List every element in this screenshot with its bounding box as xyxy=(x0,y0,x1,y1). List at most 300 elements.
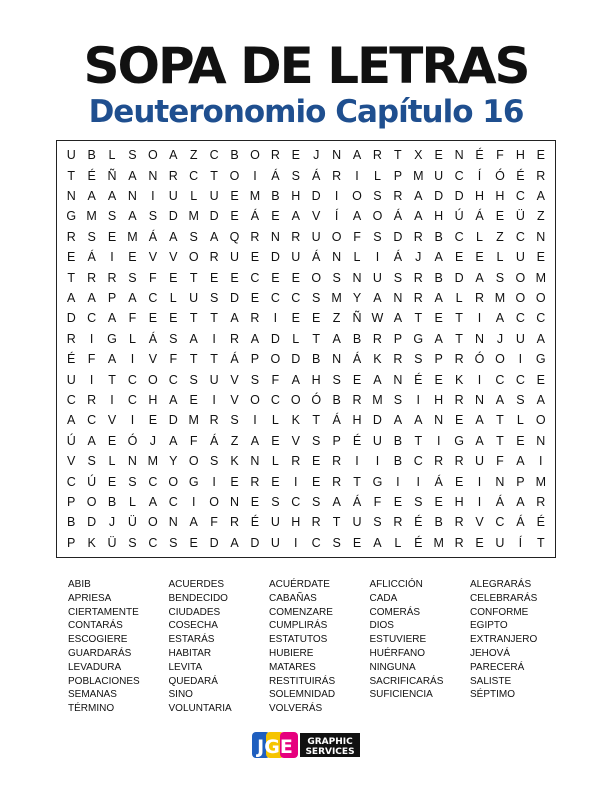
grid-letter: U xyxy=(291,250,301,265)
grid-letter: S xyxy=(393,392,403,407)
grid-letter: E xyxy=(230,270,239,285)
grid-letter: C xyxy=(311,535,321,550)
grid-letter: P xyxy=(67,494,76,509)
grid-letter: F xyxy=(169,352,178,367)
grid-letter: L xyxy=(190,188,198,203)
grid-letter: L xyxy=(128,331,136,346)
grid-letter: C xyxy=(413,454,423,469)
word-list-item: VOLUNTARIA xyxy=(168,703,232,715)
grid-letter: L xyxy=(108,148,116,163)
grid-letter: R xyxy=(250,474,260,489)
grid-letter: A xyxy=(373,290,382,305)
grid-letter: Í xyxy=(477,168,482,183)
grid-letter: O xyxy=(535,413,546,428)
grid-letter: D xyxy=(209,535,219,550)
grid-letter: I xyxy=(416,474,421,489)
grid-letter: N xyxy=(536,229,546,244)
grid-letter: E xyxy=(536,250,545,265)
word-list-item: LEVITA xyxy=(168,661,203,673)
grid-letter: E xyxy=(434,494,443,509)
grid-letter: M xyxy=(188,413,199,428)
grid-letter: Z xyxy=(496,229,504,244)
grid-letter: Á xyxy=(271,168,280,183)
grid-letter: A xyxy=(107,352,117,367)
grid-letter: R xyxy=(393,188,403,203)
grid-letter: L xyxy=(271,454,279,469)
grid-letter: D xyxy=(230,290,240,305)
grid-letter: R xyxy=(332,454,342,469)
grid-letter: S xyxy=(87,454,96,469)
grid-letter: U xyxy=(434,168,444,183)
grid-letter: V xyxy=(475,515,484,530)
grid-letter: E xyxy=(128,250,137,265)
grid-letter: A xyxy=(189,515,198,530)
grid-letter: F xyxy=(189,433,198,448)
grid-letter: S xyxy=(373,229,382,244)
grid-letter: E xyxy=(169,311,178,326)
grid-letter: Ü xyxy=(107,535,117,550)
grid-letter: E xyxy=(495,209,505,224)
word-list-item: TÉRMINO xyxy=(68,703,115,715)
grid-letter: A xyxy=(291,372,300,387)
grid-letter: B xyxy=(107,494,117,509)
grid-letter: T xyxy=(496,413,504,428)
grid-letter: A xyxy=(434,331,443,346)
grid-letter: T xyxy=(455,311,463,326)
grid-letter: A xyxy=(434,290,443,305)
grid-letter: F xyxy=(353,229,361,244)
grid-letter: U xyxy=(66,148,76,163)
grid-letter: C xyxy=(250,270,260,285)
grid-letter: D xyxy=(372,413,382,428)
grid-letter: U xyxy=(311,229,321,244)
grid-letter: I xyxy=(477,311,482,326)
word-list-item: PARECERÁ xyxy=(470,661,525,673)
grid-letter: F xyxy=(210,515,218,530)
grid-letter: G xyxy=(454,433,464,448)
grid-letter: V xyxy=(312,209,321,224)
word-list-item: POBLACIONES xyxy=(68,675,140,687)
grid-letter: E xyxy=(107,229,117,244)
grid-letter: É xyxy=(536,515,545,530)
grid-letter: X xyxy=(414,148,423,163)
grid-letter: I xyxy=(355,454,359,469)
grid-letter: V xyxy=(230,372,239,387)
grid-letter: U xyxy=(189,290,199,305)
grid-letter: A xyxy=(67,290,76,305)
grid-letter: S xyxy=(128,148,137,163)
grid-letter: M xyxy=(494,290,506,305)
word-list-item: CUMPLIRÁS xyxy=(269,620,328,632)
grid-letter: Ó xyxy=(495,168,505,183)
grid-letter: D xyxy=(454,270,464,285)
grid-letter: E xyxy=(475,250,484,265)
grid-letter: Á xyxy=(352,494,362,509)
grid-letter: Í xyxy=(334,209,339,224)
grid-letter: E xyxy=(291,270,300,285)
grid-letter: E xyxy=(148,311,158,326)
grid-letter: I xyxy=(212,392,216,407)
grid-letter: I xyxy=(110,250,114,265)
grid-letter: E xyxy=(189,392,198,407)
grid-letter: R xyxy=(332,168,342,183)
grid-letter: R xyxy=(311,515,321,530)
grid-letter: A xyxy=(373,535,382,550)
grid-letter: K xyxy=(230,454,239,469)
grid-letter: R xyxy=(168,168,178,183)
grid-letter: K xyxy=(454,372,464,387)
grid-letter: N xyxy=(332,352,342,367)
grid-letter: Z xyxy=(189,148,198,163)
grid-letter: I xyxy=(273,311,278,326)
grid-letter: E xyxy=(250,290,260,305)
word-list-item: ESTUVIERE xyxy=(369,634,427,646)
grid-letter: V xyxy=(107,413,117,428)
grid-letter: T xyxy=(536,535,545,550)
word-list-item: ACUÉRDATE xyxy=(269,579,330,590)
grid-letter: O xyxy=(209,494,219,509)
grid-letter: C xyxy=(515,311,525,326)
grid-letter: T xyxy=(496,433,504,448)
grid-letter: B xyxy=(87,148,96,163)
grid-letter: C xyxy=(148,474,158,489)
grid-letter: R xyxy=(372,148,382,163)
grid-letter: R xyxy=(454,392,464,407)
grid-letter: Á xyxy=(393,250,403,265)
grid-letter: A xyxy=(393,311,403,326)
grid-letter: E xyxy=(271,474,280,489)
grid-letter: E xyxy=(352,535,362,550)
grid-letter: Á xyxy=(516,515,525,530)
grid-letter: F xyxy=(128,311,137,326)
grid-letter: A xyxy=(373,372,382,387)
grid-letter: I xyxy=(89,331,94,346)
grid-letter: N xyxy=(168,515,178,530)
word-list-item: EGIPTO xyxy=(470,620,508,632)
grid-letter: N xyxy=(475,392,485,407)
grid-letter: H xyxy=(352,413,362,428)
word-list-item: SÉPTIMO xyxy=(470,689,516,701)
grid-letter: D xyxy=(250,535,260,550)
grid-letter: B xyxy=(67,515,76,530)
grid-letter: J xyxy=(415,250,422,265)
grid-letter: Á xyxy=(352,352,362,367)
grid-letter: E xyxy=(393,494,403,509)
grid-letter: P xyxy=(250,352,260,367)
grid-letter: B xyxy=(434,515,443,530)
word-list-item: JEHOVÁ xyxy=(470,647,511,659)
grid-letter: N xyxy=(393,372,403,387)
grid-letter: I xyxy=(110,392,114,407)
grid-letter: A xyxy=(128,209,137,224)
grid-letter: H xyxy=(148,392,158,407)
grid-letter: E xyxy=(516,433,525,448)
grid-letter: Ó xyxy=(474,352,485,367)
word-list-item: RESTITUIRÁS xyxy=(269,675,336,687)
grid-letter: C xyxy=(66,392,76,407)
grid-letter: H xyxy=(291,515,301,530)
grid-letter: M xyxy=(188,209,199,224)
grid-letter: E xyxy=(536,148,545,163)
grid-letter: B xyxy=(332,392,341,407)
word-list-item: SALISTE xyxy=(470,675,512,687)
grid-letter: A xyxy=(393,413,403,428)
grid-letter: C xyxy=(495,372,505,387)
grid-letter: I xyxy=(253,413,257,428)
grid-letter: T xyxy=(67,270,76,285)
grid-letter: A xyxy=(332,494,341,509)
grid-letter: Á xyxy=(495,494,505,509)
grid-letter: R xyxy=(332,474,342,489)
grid-letter: N xyxy=(495,474,505,489)
grid-letter: B xyxy=(434,229,443,244)
word-list-item: COMENZARE xyxy=(269,606,333,618)
grid-letter: T xyxy=(108,372,116,387)
grid-letter: G xyxy=(535,352,546,367)
grid-letter: R xyxy=(434,454,444,469)
grid-letter: Í xyxy=(518,535,523,550)
grid-letter: E xyxy=(230,188,239,203)
grid-letter: R xyxy=(87,392,97,407)
grid-letter: E xyxy=(312,311,321,326)
grid-letter: B xyxy=(352,331,362,346)
grid-letter: F xyxy=(496,454,504,469)
grid-letter: E xyxy=(209,270,219,285)
grid-letter: A xyxy=(332,331,341,346)
grid-letter: E xyxy=(454,250,464,265)
grid-letter: A xyxy=(250,331,260,346)
grid-letter: A xyxy=(516,454,525,469)
grid-letter: O xyxy=(229,168,240,183)
grid-letter: C xyxy=(270,392,280,407)
grid-letter: P xyxy=(107,290,117,305)
grid-letter: C xyxy=(270,290,280,305)
grid-letter: R xyxy=(66,331,76,346)
grid-letter: É xyxy=(352,433,362,448)
grid-letter: I xyxy=(518,352,523,367)
grid-letter: T xyxy=(210,168,218,183)
grid-letter: M xyxy=(535,270,546,285)
grid-letter: E xyxy=(434,311,443,326)
grid-letter: T xyxy=(189,352,198,367)
grid-letter: D xyxy=(270,331,280,346)
grid-letter: L xyxy=(353,250,361,265)
grid-letter: S xyxy=(230,413,239,428)
grid-letter: E xyxy=(434,148,443,163)
grid-letter: G xyxy=(413,331,424,346)
word-list-item: HUÉRFANO xyxy=(369,647,426,659)
grid-letter: L xyxy=(169,290,177,305)
grid-letter: O xyxy=(515,290,526,305)
grid-letter: N xyxy=(148,168,158,183)
grid-letter: T xyxy=(332,515,341,530)
grid-letter: C xyxy=(87,311,97,326)
word-list-item: DIOS xyxy=(369,620,394,632)
grid-letter: A xyxy=(230,311,239,326)
grid-letter: K xyxy=(291,413,300,428)
grid-letter: R xyxy=(66,229,76,244)
grid-letter: D xyxy=(434,188,444,203)
grid-letter: D xyxy=(270,250,280,265)
grid-letter: I xyxy=(396,474,400,489)
grid-letter: C xyxy=(148,535,158,550)
grid-letter: A xyxy=(169,392,178,407)
grid-letter: E xyxy=(312,454,321,469)
word-list-item: VOLVERÁS xyxy=(269,703,323,715)
grid-letter: O xyxy=(250,392,260,407)
grid-letter: A xyxy=(169,229,178,244)
grid-letter: Z xyxy=(230,433,239,448)
grid-letter: U xyxy=(230,250,240,265)
grid-letter: Y xyxy=(169,454,178,469)
grid-letter: O xyxy=(535,290,546,305)
grid-letter: B xyxy=(312,352,321,367)
grid-letter: S xyxy=(332,535,341,550)
grid-letter: I xyxy=(294,535,298,550)
grid-letter: L xyxy=(108,454,116,469)
grid-letter: D xyxy=(454,188,464,203)
grid-letter: S xyxy=(495,270,505,285)
word-list-item: ESCOGIERE xyxy=(68,634,128,646)
grid-letter: R xyxy=(107,270,117,285)
grid-letter: M xyxy=(433,535,444,550)
word-list-item: EXTRANJERO xyxy=(470,634,538,646)
grid-letter: R xyxy=(291,229,301,244)
word-list-item: CADA xyxy=(369,592,398,604)
grid-letter: R xyxy=(536,494,546,509)
grid-letter: G xyxy=(66,209,77,224)
grid-letter: Y xyxy=(352,290,362,305)
grid-letter: A xyxy=(128,168,137,183)
grid-letter: M xyxy=(413,168,424,183)
grid-letter: I xyxy=(212,474,216,489)
grid-letter: I xyxy=(253,168,257,183)
grid-letter: E xyxy=(454,413,464,428)
grid-letter: A xyxy=(475,270,484,285)
grid-letter: C xyxy=(495,515,505,530)
grid-letter: C xyxy=(515,229,525,244)
grid-letter: É xyxy=(67,352,76,367)
grid-letter: J xyxy=(108,515,116,530)
grid-letter: Q xyxy=(229,229,240,244)
grid-letter: E xyxy=(271,433,280,448)
grid-letter: D xyxy=(87,515,97,530)
grid-letter: A xyxy=(536,392,545,407)
logo-bottom-text: SERVICES xyxy=(305,747,355,757)
grid-letter: N xyxy=(66,188,76,203)
grid-letter: O xyxy=(372,209,383,224)
grid-letter: R xyxy=(230,515,240,530)
grid-letter: P xyxy=(393,168,403,183)
grid-letter: T xyxy=(394,148,402,163)
grid-letter: Á xyxy=(312,250,321,265)
grid-letter: P xyxy=(434,352,443,367)
grid-letter: E xyxy=(250,250,260,265)
grid-letter: Á xyxy=(312,168,321,183)
grid-letter: T xyxy=(353,474,361,489)
grid-letter: O xyxy=(290,392,301,407)
grid-letter: S xyxy=(209,454,219,469)
grid-letter: N xyxy=(127,454,137,469)
grid-letter: S xyxy=(332,372,341,387)
grid-letter: M xyxy=(147,454,159,469)
grid-letter: K xyxy=(373,352,382,367)
grid-letter: C xyxy=(209,148,219,163)
grid-letter: E xyxy=(189,535,198,550)
grid-letter: D xyxy=(168,413,178,428)
word-list-item: CABAÑAS xyxy=(269,592,317,604)
grid-letter: O xyxy=(86,494,97,509)
grid-letter: V xyxy=(291,433,300,448)
grid-letter: H xyxy=(434,392,444,407)
grid-letter: S xyxy=(169,331,178,346)
grid-letter: H xyxy=(454,494,464,509)
word-list-item: NINGUNA xyxy=(369,661,416,673)
grid-letter: A xyxy=(475,433,484,448)
grid-letter: O xyxy=(148,515,158,530)
grid-letter: A xyxy=(536,331,545,346)
grid-letter: L xyxy=(292,331,300,346)
grid-letter: Ñ xyxy=(352,311,362,326)
grid-letter: N xyxy=(230,494,240,509)
grid-letter: L xyxy=(271,413,279,428)
grid-letter: E xyxy=(271,209,280,224)
grid-letter: A xyxy=(107,188,117,203)
grid-letter: A xyxy=(475,413,484,428)
grid-letter: C xyxy=(127,372,137,387)
grid-letter: R xyxy=(372,331,382,346)
grid-letter: N xyxy=(536,433,546,448)
grid-letter: I xyxy=(130,352,135,367)
grid-letter: B xyxy=(230,148,239,163)
word-list-item: SINO xyxy=(168,689,193,701)
grid-letter: V xyxy=(67,454,76,469)
grid-letter: M xyxy=(372,392,383,407)
word-list-item: CONFORME xyxy=(470,606,529,618)
grid-letter: Á xyxy=(148,331,158,346)
grid-letter: O xyxy=(250,148,260,163)
grid-letter: Á xyxy=(230,352,239,367)
grid-letter: R xyxy=(454,454,464,469)
grid-letter: C xyxy=(87,413,97,428)
word-list-item: CONTARÁS xyxy=(68,620,123,632)
grid-letter: Á xyxy=(475,209,484,224)
grid-letter: C xyxy=(168,372,178,387)
word-list-item: SOLEMNIDAD xyxy=(269,689,336,701)
word-list-item: COMERÁS xyxy=(369,606,421,618)
word-list-item: AFLICCIÓN xyxy=(369,579,423,590)
grid-letter: M xyxy=(249,188,261,203)
grid-letter: R xyxy=(454,535,464,550)
letter-grid xyxy=(56,140,556,558)
grid-letter: N xyxy=(475,331,485,346)
grid-letter: E xyxy=(67,250,76,265)
grid-letter: R xyxy=(536,168,546,183)
grid-letter: S xyxy=(209,290,219,305)
grid-letter: A xyxy=(495,311,505,326)
grid-letter: É xyxy=(414,372,423,387)
grid-letter: É xyxy=(414,515,423,530)
grid-letter: C xyxy=(148,290,158,305)
grid-letter: A xyxy=(495,392,505,407)
grid-letter: E xyxy=(271,270,280,285)
grid-letter: É xyxy=(250,515,260,530)
grid-letter: E xyxy=(291,148,300,163)
grid-letter: N xyxy=(454,148,464,163)
grid-letter: N xyxy=(270,229,280,244)
grid-letter: U xyxy=(495,535,505,550)
grid-letter: I xyxy=(477,474,482,489)
